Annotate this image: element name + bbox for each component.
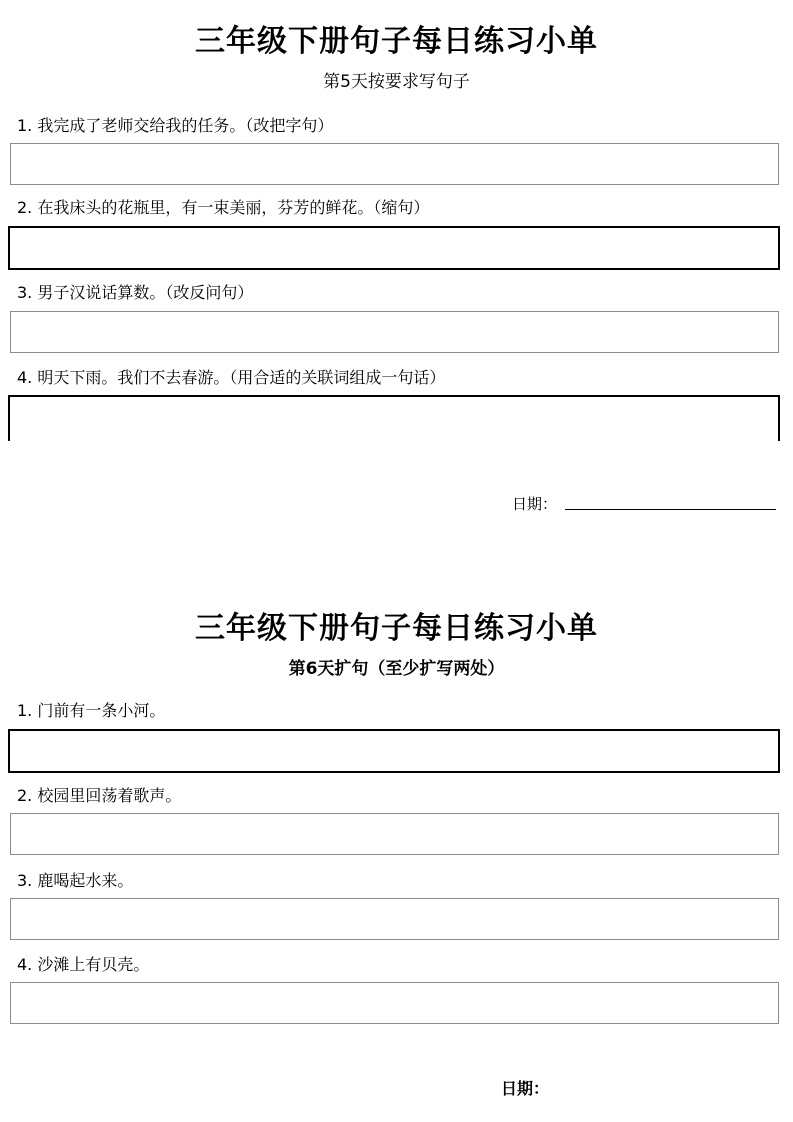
question-3: 3. 鹿喝起水来。 xyxy=(17,871,134,890)
answer-box-4[interactable] xyxy=(8,395,780,441)
page-title: 三年级下册句子每日练习小单 xyxy=(195,24,598,59)
date-label: 日期： xyxy=(501,1079,550,1098)
question-2: 2. 校园里回荡着歌声。 xyxy=(17,786,182,805)
question-4: 4. 明天下雨。我们不去春游。（用合适的关联词组成一句话） xyxy=(17,368,446,387)
question-4: 4. 沙滩上有贝壳。 xyxy=(17,955,150,974)
date-input-line[interactable] xyxy=(565,509,776,510)
question-2: 2. 在我床头的花瓶里，有一束美丽，芬芳的鲜花。（缩句） xyxy=(17,198,430,217)
answer-box-4[interactable] xyxy=(10,982,779,1024)
question-3: 3. 男子汉说话算数。（改反问句） xyxy=(17,283,254,302)
answer-box-2[interactable] xyxy=(10,813,779,855)
date-field xyxy=(501,1079,549,1099)
date-field xyxy=(512,494,557,514)
question-1: 1. 我完成了老师交给我的任务。（改把字句） xyxy=(17,116,334,135)
answer-box-1[interactable] xyxy=(8,729,780,773)
question-1: 1. 门前有一条小河。 xyxy=(17,701,166,720)
answer-box-2[interactable] xyxy=(8,226,780,270)
answer-box-1[interactable] xyxy=(10,143,779,185)
answer-box-3[interactable] xyxy=(10,898,779,940)
page-title: 三年级下册句子每日练习小单 xyxy=(195,611,598,646)
date-label: 日期： xyxy=(512,495,558,513)
answer-box-3[interactable] xyxy=(10,311,779,353)
page-subtitle: 第5天按要求写句子 xyxy=(323,72,470,92)
page-subtitle: 第6天扩句（至少扩写两处） xyxy=(288,659,505,679)
